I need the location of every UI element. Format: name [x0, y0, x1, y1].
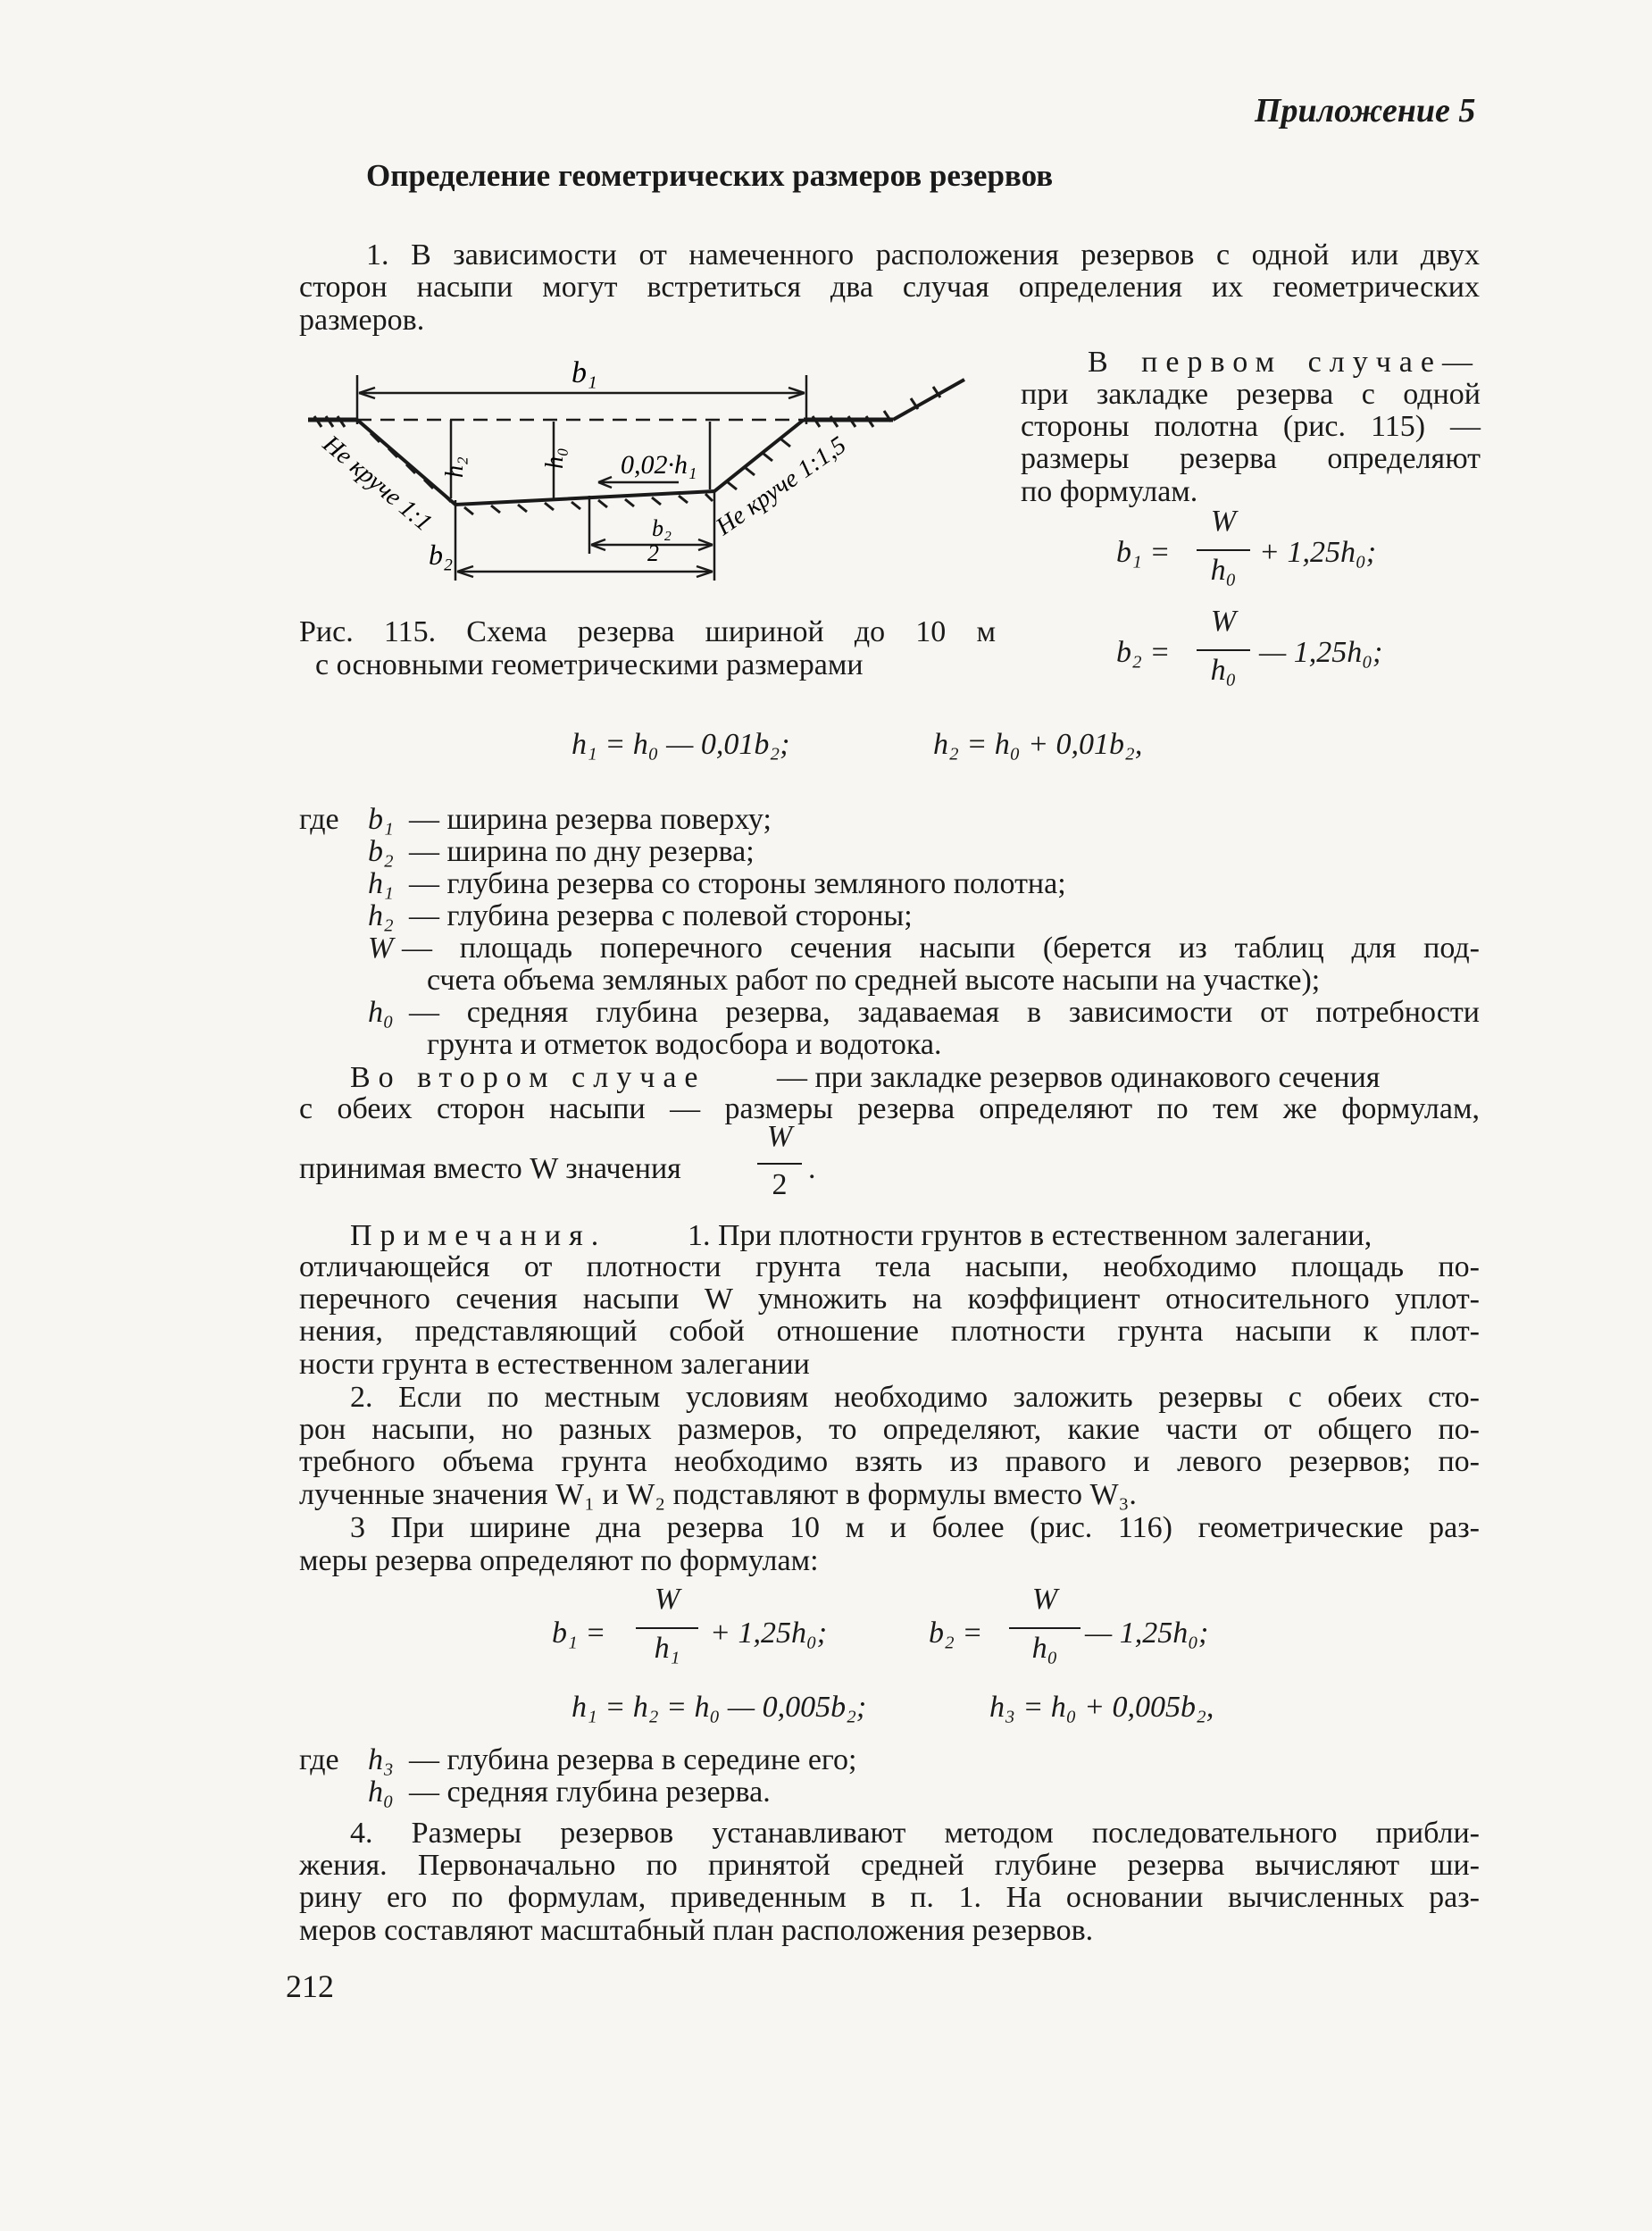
figure-caption-2: с основными геометрическими размерами — [315, 648, 864, 681]
p4-line-3: рину его по формулам, приведенным в п. 1. На основании вычисленных раз- — [299, 1881, 1480, 1914]
glossary1-text-h2: — глубина резерва с полевой стороны; — [409, 899, 913, 932]
formula-b2-den: h₀ — [1210, 654, 1237, 687]
glossary2-sym-h0: h₀ — [368, 1776, 394, 1809]
formula2-b2-num: W — [1031, 1583, 1058, 1616]
formula-b2-num: W — [1210, 605, 1237, 638]
glossary1-sym-h0: h₀ — [368, 996, 394, 1029]
case2-spaced: Во втором случае — [350, 1061, 706, 1094]
case2-num: W — [766, 1120, 793, 1153]
case2-line-2: с обеих сторон насыпи — размеры резерва определяют по тем же формулам, — [299, 1092, 1480, 1125]
case2-line-3: принимая вместо W значения — [299, 1152, 681, 1185]
note1-line-2: отличающейся от плотности грунта тела насыпи, необходимо площадь по- — [299, 1250, 1480, 1283]
glossary2-text-h0: — средняя глубина резерва. — [409, 1776, 771, 1809]
formula2-b2-lhs: b₂ = — [929, 1617, 983, 1650]
note1-line-1: 1. При плотности грунтов в естественном залегании, — [688, 1219, 1372, 1252]
note3-line-1: 3 При ширине дна резерва 10 м и более (рис. 116) геометрические раз- — [350, 1511, 1480, 1544]
formula2-b1-lhs: b₁ = — [552, 1617, 606, 1650]
fig-label-b2-half: b₂ — [652, 515, 672, 541]
fig-label-h0: h₀ — [541, 447, 569, 469]
fig-label-two: 2 — [647, 540, 659, 566]
fraction-bar — [1197, 549, 1250, 551]
formula2-b2-fraction — [1009, 1583, 1080, 1672]
p1-line-1: 1. В зависимости от намеченного расположения резервов с одной или двух — [366, 238, 1480, 272]
formula-b1-rhs: + 1,25h₀; — [1259, 536, 1377, 569]
note3-line-2: меры резерва определяют по формулам: — [299, 1544, 819, 1577]
note1-line-5: ности грунта в естественном залегании — [299, 1348, 810, 1381]
note2-line-4: лученные значения W₁ и W₂ подставляют в формулы вместо W₃. — [299, 1478, 1137, 1511]
glossary2-text-h3: — глубина резерва в середине его; — [409, 1743, 857, 1776]
formula-b1-lhs: b₁ = — [1116, 536, 1171, 569]
page-number: 212 — [286, 1968, 334, 2004]
glossary1-text-b2: — ширина по дну резерва; — [409, 835, 755, 868]
glossary1-text-w-2: счета объема земляных работ по средней высоте насыпи на участке); — [427, 964, 1321, 997]
formula2-b1-num: W — [654, 1583, 680, 1616]
page-title: Определение геометрических размеров резервов — [366, 158, 1054, 193]
notes-heading: Примечания. — [350, 1219, 607, 1252]
glossary1-sym-b1: b₁ — [368, 803, 394, 836]
glossary1-sym-b2: b₂ — [368, 835, 394, 868]
formula-h2: h₂ = h₀ + 0,01b₂, — [933, 728, 1143, 761]
formula2-h-line-1: h₁ = h₂ = h₀ — 0,005b₂; — [572, 1691, 867, 1724]
case2-den: 2 — [772, 1168, 788, 1201]
fraction-bar — [636, 1627, 698, 1629]
note2-line-3: требного объема грунта необходимо взять из правого и левого резервов; по- — [299, 1445, 1480, 1478]
formula-b2-fraction — [1197, 605, 1250, 694]
case1-line-4: по формулам. — [1021, 475, 1198, 508]
formula-b2-lhs: b₂ = — [1116, 636, 1171, 669]
case1-spaced: В первом случае— — [1088, 346, 1481, 379]
note2-line-2: рон насыпи, но разных размеров, то определяют, какие части от общего по- — [299, 1413, 1480, 1446]
fig-label-b2: b₂ — [429, 539, 454, 571]
glossary1-text-h0-1: — средняя глубина резерва, задаваемая в зависимости от потребности — [409, 996, 1480, 1029]
fig-label-h2: h₂ — [441, 456, 469, 478]
glossary1-sym-h1: h₁ — [368, 867, 394, 900]
case2-line-1: — при закладке резервов одинакового сечения — [777, 1061, 1381, 1094]
formula2-b1-den: h₁ — [654, 1632, 680, 1665]
case2-period: . — [808, 1152, 816, 1185]
case2-fraction — [757, 1120, 802, 1209]
formula2-b1-rhs: + 1,25h₀; — [710, 1617, 828, 1650]
p1-line-3: размеров. — [299, 304, 425, 337]
glossary2-sym-h3: h₃ — [368, 1743, 394, 1776]
fig-label-left-slope: Не круче 1:1 — [317, 430, 438, 538]
formula-b1-den: h₀ — [1210, 554, 1237, 587]
formula-b2-rhs: — 1,25h₀; — [1259, 636, 1383, 669]
glossary1-text-w-1: — площадь поперечного сечения насыпи (берется из таблиц для под- — [402, 932, 1480, 965]
glossary1-sym-h2: h₂ — [368, 899, 394, 932]
case1-line-2: стороны полотна (рис. 115) — — [1021, 410, 1481, 443]
figure-caption-1: Рис. 115. Схема резерва шириной до 10 м — [299, 615, 996, 648]
formula2-b2-den: h₀ — [1031, 1632, 1058, 1665]
p4-line-2: жения. Первоначально по принятой средней глубине резерва вычисляют ши- — [299, 1849, 1480, 1882]
glossary1-sym-w: W — [368, 932, 394, 965]
case1-line-1: при закладке резерва с одной — [1021, 378, 1481, 411]
formula-b1-num: W — [1210, 505, 1237, 538]
note1-line-3: перечного сечения насыпи W умножить на коэффициент относительного уплот- — [299, 1283, 1480, 1316]
formula2-b2-rhs: — 1,25h₀; — [1085, 1617, 1209, 1650]
case1-line-3: размеры резерва определяют — [1021, 442, 1481, 475]
fig-label-b1: b₁ — [572, 357, 597, 389]
glossary1-text-h0-2: грунта и отметок водосбора и водотока. — [427, 1028, 942, 1061]
p1-line-2: сторон насыпи могут встретиться два случая определения их геометрических — [299, 271, 1480, 304]
glossary1-text-h1: — глубина резерва со стороны земляного полотна; — [409, 867, 1066, 900]
glossary2-where: где — [299, 1743, 339, 1776]
note2-line-1: 2. Если по местным условиям необходимо заложить резервы с обеих сто- — [350, 1381, 1480, 1414]
appendix-label: Приложение 5 — [1255, 92, 1476, 130]
formula-h1: h₁ = h₀ — 0,01b₂; — [572, 728, 790, 761]
fraction-bar — [1009, 1627, 1080, 1629]
figure-115 — [304, 357, 1009, 598]
note1-line-4: нения, представляющий собой отношение плотности грунта насыпи к плот- — [299, 1315, 1480, 1348]
fig-label-right-slope: Не круче 1:1,5 — [711, 430, 852, 541]
formula-b1-fraction — [1197, 505, 1250, 594]
glossary1-text-b1: — ширина резерва поверху; — [409, 803, 772, 836]
fig-label-slope: 0,02·h₁ — [621, 450, 697, 480]
p4-line-1: 4. Размеры резервов устанавливают методом последовательного прибли- — [350, 1817, 1480, 1850]
formula2-b1-fraction — [636, 1583, 698, 1672]
glossary1-where: где — [299, 803, 339, 836]
fraction-bar — [1197, 649, 1250, 651]
p4-line-4: меров составляют масштабный план расположения резервов. — [299, 1914, 1094, 1947]
formula2-h-line-2: h₃ = h₀ + 0,005b₂, — [989, 1691, 1214, 1724]
fraction-bar — [757, 1163, 802, 1165]
